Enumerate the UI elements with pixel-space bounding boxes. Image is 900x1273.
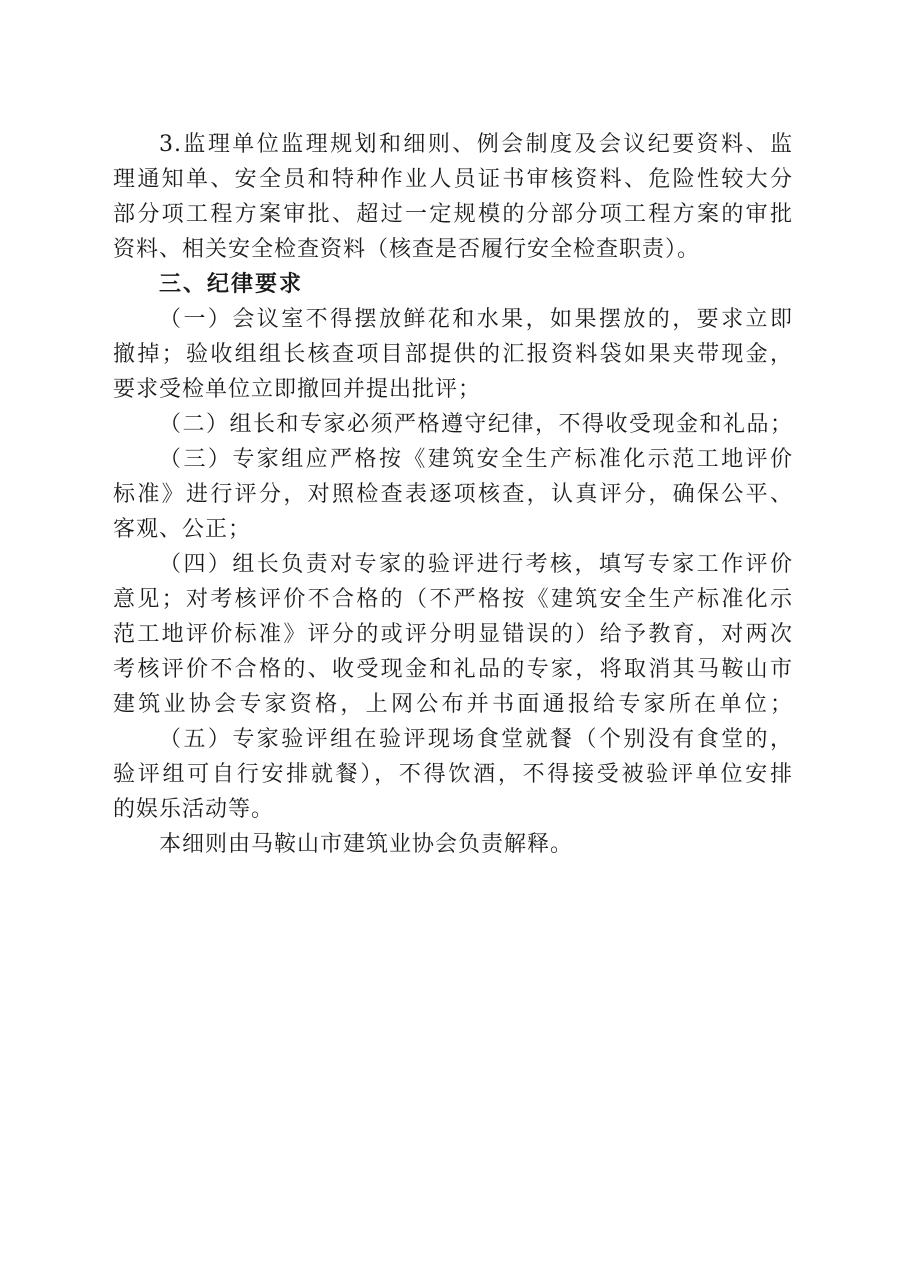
item-1-line-3: 要求受检单位立即撤回并提出批评； bbox=[113, 377, 482, 402]
item-4-line-4: 考核评价不合格的、收受现金和礼品的专家，将取消其马鞍山市 bbox=[113, 657, 793, 682]
item-4-line-2: 意见；对考核评价不合格的（不严格按《建筑安全生产标准化示 bbox=[113, 587, 793, 612]
item-4-line-3: 范工地评价标准》评分的或评分明显错误的）给予教育，对两次 bbox=[113, 622, 793, 647]
section-heading-discipline: 三、纪律要求 bbox=[159, 272, 304, 297]
item-4-line-1: （四）组长负责对专家的验评进行考核，填写专家工作评价 bbox=[159, 552, 793, 577]
item-5-line-2: 验评组可自行安排就餐），不得饮酒，不得接受被验评单位安排 bbox=[113, 762, 793, 787]
item-3-line-1: （三）专家组应严格按《建筑安全生产标准化示范工地评价 bbox=[159, 447, 793, 472]
closing-statement: 本细则由马鞍山市建筑业协会负责解释。 bbox=[159, 832, 574, 857]
item-1-line-1: （一）会议室不得摆放鲜花和水果，如果摆放的，要求立即 bbox=[159, 307, 793, 332]
item-3-line-3: 客观、公正； bbox=[113, 517, 252, 542]
paragraph-3-line-4: 资料、相关安全检查资料（核查是否履行安全检查职责）。 bbox=[113, 237, 701, 262]
item-4-line-5: 建筑业协会专家资格，上网公布并书面通报给专家所在单位； bbox=[113, 692, 793, 717]
item-2-line-1: （二）组长和专家必须严格遵守纪律，不得收受现金和礼品； bbox=[159, 412, 793, 437]
paragraph-3-line-3: 部分项工程方案审批、超过一定规模的分部分项工程方案的审批 bbox=[113, 202, 793, 227]
paragraph-3-line-2: 理通知单、安全员和特种作业人员证书审核资料、危险性较大分 bbox=[113, 167, 793, 192]
item-1-line-2: 撤掉；验收组组长核查项目部提供的汇报资料袋如果夹带现金， bbox=[113, 342, 793, 367]
item-5-line-1: （五）专家验评组在验评现场食堂就餐（个别没有食堂的， bbox=[159, 727, 793, 752]
item-5-line-3: 的娱乐活动等。 bbox=[113, 797, 275, 822]
item-3-line-2: 标准》进行评分，对照检查表逐项核查，认真评分，确保公平、 bbox=[113, 482, 793, 507]
paragraph-3-line-1: 3.监理单位监理规划和细则、例会制度及会议纪要资料、监 bbox=[159, 132, 793, 157]
